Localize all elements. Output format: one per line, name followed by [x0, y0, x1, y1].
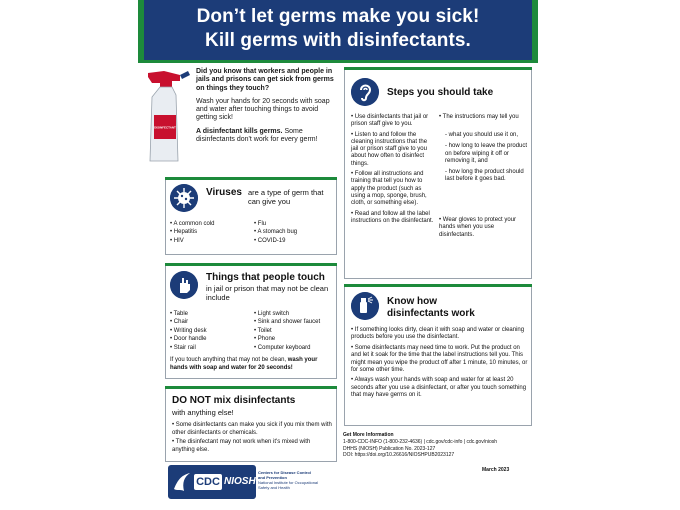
list-item: • Always wash your hands with soap and water for at least 20 seconds after you use a disinfectant, or after you touch something that may have germs on it.: [351, 377, 529, 399]
list-item: • Hepatitis: [170, 228, 214, 236]
more-info-heading: Get More Information: [343, 432, 394, 438]
viruses-list-right: [254, 220, 297, 245]
know-box: [344, 284, 532, 426]
touch-list-right: [254, 310, 320, 352]
spray-hand-icon: [351, 292, 379, 320]
no-mix-title: DO NOT mix disinfectants: [172, 395, 296, 406]
hand-icon: [170, 271, 198, 299]
no-mix-list: [172, 422, 334, 454]
disinfectant-definition: A disinfectant kills germs.: [196, 127, 283, 135]
list-item: • A common cold: [170, 220, 214, 228]
steps-title: Steps you should take: [387, 87, 494, 98]
header-underline: [138, 60, 538, 63]
footer-info: [343, 432, 533, 459]
list-item: • Listen to and follow the cleaning instructions that the jail or prison staff give to you about how often to disinfect things.: [351, 132, 435, 168]
list-item: • Phone: [254, 335, 320, 343]
list-item: - how long to leave the product on before wiping it off or removing it, and: [445, 143, 528, 164]
agency-logos: [168, 465, 338, 500]
intro-text: [196, 68, 341, 149]
list-item: • Flu: [254, 220, 297, 228]
list-item: • A stomach bug: [254, 228, 297, 236]
viruses-box-topline: [165, 177, 337, 180]
list-item: • Sink and shower faucet: [254, 318, 320, 326]
ear-icon: [351, 78, 379, 106]
logo-caption: [258, 470, 338, 490]
cdc-niosh-logo: [168, 465, 256, 499]
list-item: - what you should use it on,: [445, 132, 519, 138]
list-item: • Use disinfectants that jail or prison staff give to you.: [351, 114, 435, 129]
intro-disinfectant-note: [196, 128, 341, 145]
list-item: • COVID-19: [254, 237, 297, 245]
no-mix-box-topline: [165, 386, 337, 389]
know-title-line-1: Know how: [387, 296, 437, 307]
list-item: • Chair: [170, 318, 207, 326]
intro-section: [146, 65, 338, 165]
spray-bottle-icon: [146, 65, 192, 165]
list-item: • The disinfectant may not work when it's mixed with anything else.: [172, 439, 334, 454]
list-item: • Some disinfectants may need time to work. Put the product on and let it soak for the time that the label instructions tell you. This might mean you wipe the product off after 1 minute, 10 minutes, or for some other time.: [351, 345, 529, 375]
steps-box: [344, 67, 532, 279]
headline-line-2: Kill germs with disinfectants.: [205, 30, 471, 51]
viruses-list-left: [170, 220, 214, 245]
intro-question: Did you know that workers and people in jails and prisons can get sick from germs on things they touch?: [196, 68, 334, 92]
bottle-label: DISINFECTANT: [154, 125, 176, 130]
intro-wash-advice: Wash your hands for 20 seconds with soap and water after touching things to avoid getting sick!: [196, 97, 330, 122]
list-item: • Door handle: [170, 335, 207, 343]
steps-list-left: [351, 114, 435, 225]
know-list: [351, 327, 529, 400]
hhs-eagle-icon: [172, 469, 192, 495]
list-item: • Computer keyboard: [254, 344, 320, 352]
touch-box-topline: [165, 263, 337, 266]
list-item: • Toilet: [254, 327, 320, 335]
list-item: • Writing desk: [170, 327, 207, 335]
list-item: • Read and follow all the label instructions on the disinfectant.: [351, 211, 435, 226]
steps-list-right: [439, 114, 529, 124]
logo-niosh-line-2: Safety and Health: [258, 485, 290, 490]
touch-title: Things that people touch: [206, 272, 325, 283]
header-banner: [138, 0, 538, 60]
disinfectant-caveat: Some disinfectants don't work for every germ!: [196, 127, 318, 144]
steps-dash-list: [445, 132, 529, 184]
touch-subtitle: in jail or prison that may not be clean include: [206, 284, 329, 302]
touch-box: [165, 263, 337, 379]
logo-cdc-line-1: Centers for Disease Control: [258, 470, 311, 475]
no-mix-box: [165, 386, 337, 462]
viruses-subtitle: are a type of germ that can give you: [248, 188, 324, 206]
touch-note-text: If you touch anything that may not be clean,: [170, 357, 287, 363]
list-item: • Light switch: [254, 310, 320, 318]
viruses-title: Viruses: [206, 187, 242, 198]
touch-list-left: [170, 310, 207, 352]
contact-line: 1-800-CDC-INFO (1-800-232-4636) | cdc.gov/cdc-info | cdc.gov/niosh: [343, 438, 498, 445]
steps-gloves: [439, 217, 529, 239]
publication-date: March 2023: [482, 467, 510, 473]
steps-box-topline: [344, 67, 532, 70]
list-item: • Stair rail: [170, 344, 207, 352]
list-item: • Wear gloves to protect your hands when you use disinfectants.: [439, 217, 529, 239]
touch-note: [170, 357, 334, 372]
logo-niosh-line-1: National Institute for Occupational: [258, 480, 319, 485]
list-item: • If something looks dirty, clean it with soap and water or cleaning products before you use the disinfectant.: [351, 327, 529, 342]
poster: [138, 0, 538, 510]
list-item: • HIV: [170, 237, 214, 245]
list-item: • Table: [170, 310, 207, 318]
cdc-wordmark: CDC: [194, 474, 222, 490]
know-box-topline: [344, 284, 532, 287]
list-item: - how long the product should last before it goes bad.: [445, 169, 524, 183]
know-title-line-2: disinfectants work: [387, 308, 475, 319]
headline-line-1: Don’t let germs make you sick!: [196, 6, 480, 27]
virus-icon: [170, 184, 198, 212]
publication-number: DHHS (NIOSH) Publication No. 2023-127: [343, 445, 436, 452]
viruses-box: [165, 177, 337, 255]
no-mix-subtitle: with anything else!: [172, 408, 234, 417]
list-item: • Follow all instructions and training that tell you how to apply the product (such as using a mop, sponge, brush, cloth, or something else).: [351, 171, 435, 207]
list-item: • Some disinfectants can make you sick if you mix them with other disinfectants or chemicals.: [172, 422, 334, 437]
list-item: • The instructions may tell you: [439, 114, 529, 121]
niosh-wordmark: NIOSH: [224, 476, 256, 487]
touch-note-bold: wash your hands with soap and water for 20 seconds!: [170, 357, 318, 371]
logo-cdc-line-2: and Prevention: [258, 475, 287, 480]
doi-line: DOI: https://doi.org/10.26616/NIOSHPUB2023127: [343, 452, 455, 459]
